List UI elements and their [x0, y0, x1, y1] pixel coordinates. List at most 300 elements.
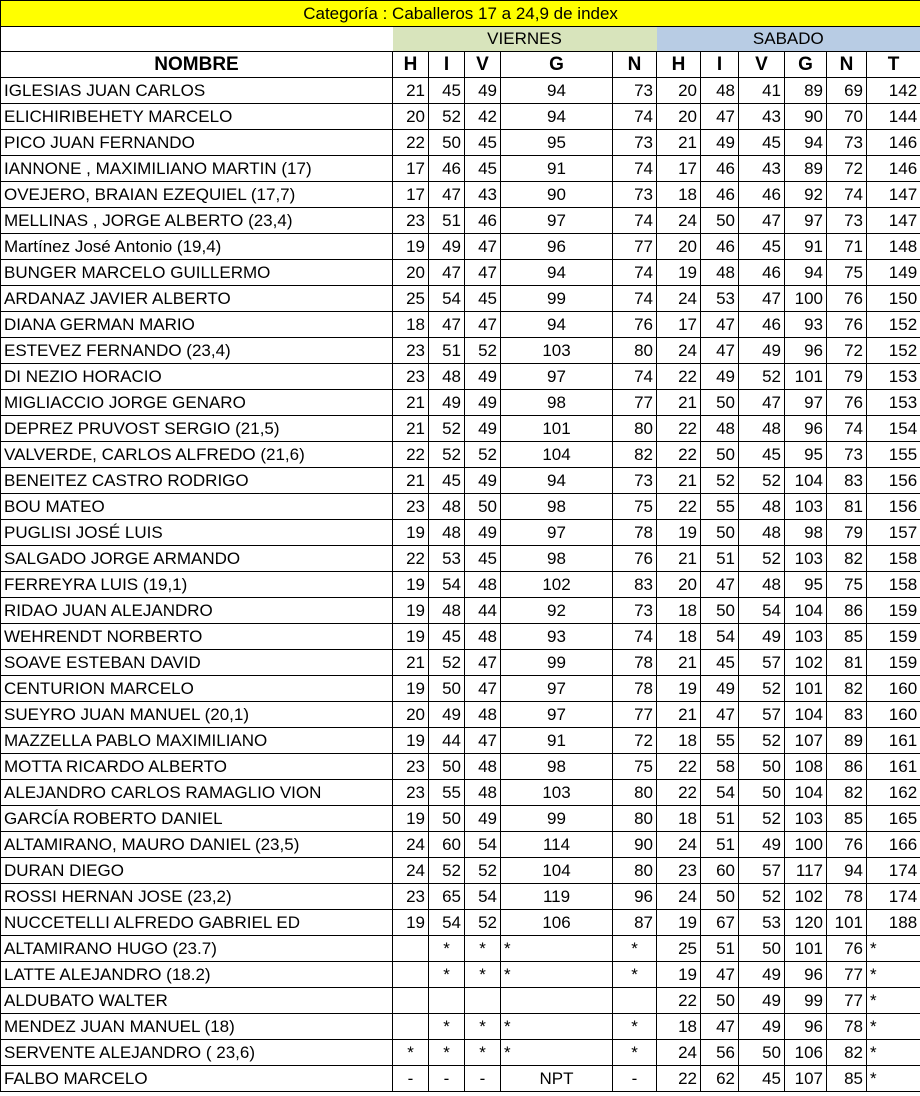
cell-i-sabado: 48: [701, 78, 739, 104]
player-name: VALVERDE, CARLOS ALFREDO (21,6): [1, 442, 393, 468]
cell-n-viernes: 78: [613, 520, 657, 546]
cell-v-sabado: 47: [739, 208, 785, 234]
cell-total: *: [867, 1066, 920, 1092]
cell-h-sabado: 22: [657, 494, 701, 520]
header-n-sabado: N: [827, 52, 867, 78]
cell-h-viernes: 23: [393, 364, 429, 390]
cell-v-viernes: 49: [465, 78, 501, 104]
cell-h-sabado: 20: [657, 234, 701, 260]
cell-total: 146: [867, 156, 920, 182]
cell-h-viernes: 21: [393, 78, 429, 104]
cell-total: 155: [867, 442, 920, 468]
cell-n-sabado: 72: [827, 338, 867, 364]
cell-g-viernes: 98: [501, 546, 613, 572]
cell-v-sabado: 52: [739, 364, 785, 390]
cell-h-sabado: 24: [657, 884, 701, 910]
cell-total: 161: [867, 754, 920, 780]
cell-h-sabado: 21: [657, 390, 701, 416]
cell-g-sabado: 104: [785, 780, 827, 806]
cell-v-viernes: 43: [465, 182, 501, 208]
cell-h-viernes: 23: [393, 884, 429, 910]
player-name: SOAVE ESTEBAN DAVID: [1, 650, 393, 676]
cell-h-viernes: 25: [393, 286, 429, 312]
cell-g-viernes: *: [501, 1014, 613, 1040]
table-row: [1, 1040, 920, 1066]
cell-total: 159: [867, 650, 920, 676]
cell-h-viernes: 24: [393, 858, 429, 884]
cell-v-sabado: 57: [739, 702, 785, 728]
cell-h-sabado: 18: [657, 806, 701, 832]
cell-v-sabado: 49: [739, 338, 785, 364]
cell-v-sabado: 49: [739, 624, 785, 650]
cell-i-viernes: 50: [429, 754, 465, 780]
cell-g-sabado: 89: [785, 78, 827, 104]
player-name: LATTE ALEJANDRO (18.2): [1, 962, 393, 988]
cell-v-sabado: 47: [739, 390, 785, 416]
cell-h-viernes: 22: [393, 442, 429, 468]
cell-h-sabado: 21: [657, 702, 701, 728]
cell-i-sabado: 50: [701, 988, 739, 1014]
cell-g-sabado: 120: [785, 910, 827, 936]
cell-g-viernes: 119: [501, 884, 613, 910]
cell-h-sabado: 19: [657, 910, 701, 936]
cell-g-viernes: 91: [501, 156, 613, 182]
cell-v-viernes: 47: [465, 650, 501, 676]
cell-v-viernes: 47: [465, 312, 501, 338]
cell-total: 165: [867, 806, 920, 832]
cell-g-sabado: 104: [785, 468, 827, 494]
cell-g-sabado: 96: [785, 338, 827, 364]
cell-n-viernes: 72: [613, 728, 657, 754]
cell-v-viernes: 49: [465, 468, 501, 494]
player-name: ELICHIRIBEHETY MARCELO: [1, 104, 393, 130]
cell-g-sabado: 93: [785, 312, 827, 338]
cell-h-sabado: 22: [657, 780, 701, 806]
table-row: [1, 936, 920, 962]
cell-h-viernes: 19: [393, 806, 429, 832]
table-row: [1, 702, 920, 728]
cell-n-viernes: 74: [613, 260, 657, 286]
cell-g-viernes: 91: [501, 728, 613, 754]
table-row: [1, 520, 920, 546]
cell-v-sabado: 57: [739, 858, 785, 884]
cell-v-viernes: 45: [465, 156, 501, 182]
cell-g-sabado: 94: [785, 130, 827, 156]
cell-n-sabado: 76: [827, 312, 867, 338]
cell-i-sabado: 48: [701, 416, 739, 442]
cell-g-viernes: 94: [501, 78, 613, 104]
table-row: [1, 494, 920, 520]
title-row: [1, 1, 920, 27]
cell-n-sabado: 82: [827, 546, 867, 572]
cell-g-sabado: 95: [785, 442, 827, 468]
cell-n-viernes: 73: [613, 598, 657, 624]
cell-i-viernes: 49: [429, 702, 465, 728]
table-row: [1, 754, 920, 780]
cell-g-viernes: *: [501, 962, 613, 988]
cell-v-sabado: 50: [739, 1040, 785, 1066]
cell-v-sabado: 43: [739, 156, 785, 182]
cell-h-sabado: 20: [657, 78, 701, 104]
cell-i-viernes: 49: [429, 390, 465, 416]
cell-g-sabado: 90: [785, 104, 827, 130]
table-row: [1, 806, 920, 832]
cell-total: 150: [867, 286, 920, 312]
cell-g-viernes: 97: [501, 676, 613, 702]
cell-h-viernes: 24: [393, 832, 429, 858]
cell-v-viernes: 46: [465, 208, 501, 234]
header-g-sabado: G: [785, 52, 827, 78]
cell-n-viernes: 80: [613, 806, 657, 832]
cell-h-sabado: 19: [657, 962, 701, 988]
cell-v-viernes: 48: [465, 572, 501, 598]
cell-n-sabado: 85: [827, 806, 867, 832]
cell-n-viernes: 90: [613, 832, 657, 858]
cell-i-viernes: 55: [429, 780, 465, 806]
cell-g-sabado: 107: [785, 728, 827, 754]
cell-total: 146: [867, 130, 920, 156]
cell-h-sabado: 21: [657, 650, 701, 676]
day-header-blank: [1, 27, 393, 52]
cell-g-sabado: 95: [785, 572, 827, 598]
table-row: [1, 442, 920, 468]
cell-g-viernes: 104: [501, 442, 613, 468]
cell-i-sabado: 47: [701, 962, 739, 988]
cell-total: *: [867, 1014, 920, 1040]
cell-total: 156: [867, 468, 920, 494]
cell-v-sabado: 53: [739, 910, 785, 936]
cell-h-sabado: 19: [657, 520, 701, 546]
cell-total: 159: [867, 598, 920, 624]
cell-total: 166: [867, 832, 920, 858]
cell-total: 152: [867, 338, 920, 364]
player-name: Martínez José Antonio (19,4): [1, 234, 393, 260]
cell-h-sabado: 22: [657, 442, 701, 468]
cell-h-sabado: 19: [657, 676, 701, 702]
cell-g-viernes: 98: [501, 390, 613, 416]
cell-h-viernes: 19: [393, 234, 429, 260]
cell-n-viernes: *: [613, 1040, 657, 1066]
cell-i-viernes: 46: [429, 156, 465, 182]
cell-v-viernes: 49: [465, 364, 501, 390]
table-row: [1, 338, 920, 364]
cell-g-viernes: 103: [501, 338, 613, 364]
cell-g-viernes: 97: [501, 364, 613, 390]
cell-h-sabado: 22: [657, 1066, 701, 1092]
cell-n-viernes: 73: [613, 78, 657, 104]
cell-v-sabado: 48: [739, 572, 785, 598]
cell-g-sabado: 108: [785, 754, 827, 780]
cell-g-viernes: 114: [501, 832, 613, 858]
table-row: [1, 182, 920, 208]
header-h-sabado: H: [657, 52, 701, 78]
cell-v-sabado: 49: [739, 1014, 785, 1040]
player-name: BOU MATEO: [1, 494, 393, 520]
cell-n-viernes: 75: [613, 754, 657, 780]
cell-i-sabado: 47: [701, 104, 739, 130]
table-row: [1, 234, 920, 260]
cell-g-sabado: 97: [785, 208, 827, 234]
cell-v-sabado: 52: [739, 884, 785, 910]
cell-v-viernes: 52: [465, 338, 501, 364]
cell-g-sabado: 101: [785, 936, 827, 962]
cell-n-sabado: 73: [827, 130, 867, 156]
cell-g-viernes: 98: [501, 494, 613, 520]
cell-i-sabado: 55: [701, 494, 739, 520]
cell-i-viernes: 52: [429, 858, 465, 884]
cell-i-viernes: 53: [429, 546, 465, 572]
cell-h-viernes: *: [393, 1040, 429, 1066]
cell-h-sabado: 24: [657, 1040, 701, 1066]
cell-n-viernes: 80: [613, 780, 657, 806]
table-row: [1, 78, 920, 104]
cell-v-viernes: *: [465, 962, 501, 988]
cell-h-viernes: 23: [393, 494, 429, 520]
cell-g-sabado: 94: [785, 260, 827, 286]
table-row: [1, 962, 920, 988]
player-name: FALBO MARCELO: [1, 1066, 393, 1092]
cell-n-sabado: 83: [827, 702, 867, 728]
header-nombre: NOMBRE: [1, 52, 393, 78]
cell-h-sabado: 18: [657, 624, 701, 650]
cell-total: *: [867, 1040, 920, 1066]
cell-g-viernes: 99: [501, 650, 613, 676]
cell-i-viernes: 52: [429, 416, 465, 442]
cell-v-sabado: 45: [739, 130, 785, 156]
cell-v-viernes: *: [465, 1040, 501, 1066]
cell-v-sabado: 50: [739, 754, 785, 780]
cell-v-viernes: 48: [465, 754, 501, 780]
table-row: [1, 208, 920, 234]
cell-i-sabado: 51: [701, 546, 739, 572]
cell-n-sabado: 82: [827, 676, 867, 702]
cell-n-viernes: *: [613, 1014, 657, 1040]
cell-total: 154: [867, 416, 920, 442]
cell-g-sabado: 107: [785, 1066, 827, 1092]
cell-g-viernes: NPT: [501, 1066, 613, 1092]
cell-g-viernes: 90: [501, 182, 613, 208]
cell-h-sabado: 23: [657, 858, 701, 884]
cell-total: 144: [867, 104, 920, 130]
cell-h-viernes: 19: [393, 910, 429, 936]
cell-n-viernes: 87: [613, 910, 657, 936]
cell-g-sabado: 99: [785, 988, 827, 1014]
cell-g-viernes: 101: [501, 416, 613, 442]
table-row: [1, 260, 920, 286]
cell-h-sabado: 24: [657, 286, 701, 312]
table-row: [1, 728, 920, 754]
cell-v-sabado: 54: [739, 598, 785, 624]
cell-h-sabado: 20: [657, 104, 701, 130]
cell-i-viernes: 52: [429, 104, 465, 130]
cell-v-viernes: 47: [465, 676, 501, 702]
cell-h-sabado: 22: [657, 754, 701, 780]
cell-v-viernes: 44: [465, 598, 501, 624]
cell-i-sabado: 51: [701, 832, 739, 858]
cell-h-viernes: 20: [393, 260, 429, 286]
player-name: GARCÍA ROBERTO DANIEL: [1, 806, 393, 832]
cell-n-sabado: 85: [827, 1066, 867, 1092]
cell-i-sabado: 49: [701, 676, 739, 702]
cell-v-sabado: 48: [739, 494, 785, 520]
cell-n-viernes: 76: [613, 312, 657, 338]
cell-h-viernes: 22: [393, 130, 429, 156]
cell-g-viernes: 99: [501, 286, 613, 312]
cell-g-viernes: 97: [501, 702, 613, 728]
cell-h-viernes: 22: [393, 546, 429, 572]
table-row: [1, 780, 920, 806]
cell-h-sabado: 25: [657, 936, 701, 962]
day-sabado: SABADO: [657, 27, 920, 52]
table-row: [1, 832, 920, 858]
table-row: [1, 364, 920, 390]
cell-n-sabado: 79: [827, 520, 867, 546]
cell-i-viernes: 48: [429, 598, 465, 624]
cell-g-viernes: 99: [501, 806, 613, 832]
cell-h-viernes: 17: [393, 182, 429, 208]
cell-i-sabado: 55: [701, 728, 739, 754]
cell-total: 142: [867, 78, 920, 104]
cell-h-viernes: 19: [393, 624, 429, 650]
cell-i-viernes: 51: [429, 208, 465, 234]
cell-h-viernes: 17: [393, 156, 429, 182]
player-name: PUGLISI JOSÉ LUIS: [1, 520, 393, 546]
cell-h-sabado: 22: [657, 416, 701, 442]
table-row: [1, 650, 920, 676]
cell-i-sabado: 51: [701, 806, 739, 832]
player-name: MENDEZ JUAN MANUEL (18): [1, 1014, 393, 1040]
player-name: ALDUBATO WALTER: [1, 988, 393, 1014]
category-title: Categoría : Caballeros 17 a 24,9 de index: [1, 1, 920, 27]
cell-h-viernes: 19: [393, 572, 429, 598]
cell-h-sabado: 21: [657, 130, 701, 156]
cell-n-sabado: 73: [827, 442, 867, 468]
player-name: ESTEVEZ FERNANDO (23,4): [1, 338, 393, 364]
column-header-row: [1, 52, 920, 78]
cell-v-viernes: 47: [465, 260, 501, 286]
cell-i-viernes: 50: [429, 806, 465, 832]
table-row: [1, 390, 920, 416]
cell-total: 174: [867, 884, 920, 910]
cell-h-viernes: 23: [393, 208, 429, 234]
cell-n-viernes: 80: [613, 858, 657, 884]
header-h-viernes: H: [393, 52, 429, 78]
cell-total: 152: [867, 312, 920, 338]
cell-h-sabado: 18: [657, 182, 701, 208]
cell-i-sabado: 47: [701, 312, 739, 338]
cell-n-sabado: 78: [827, 1014, 867, 1040]
cell-v-sabado: 52: [739, 728, 785, 754]
cell-g-viernes: 94: [501, 468, 613, 494]
cell-i-viernes: 60: [429, 832, 465, 858]
player-name: BENEITEZ CASTRO RODRIGO: [1, 468, 393, 494]
cell-h-viernes: 19: [393, 520, 429, 546]
cell-v-viernes: -: [465, 1066, 501, 1092]
cell-total: 160: [867, 702, 920, 728]
cell-i-viernes: -: [429, 1066, 465, 1092]
cell-n-viernes: 77: [613, 390, 657, 416]
cell-g-sabado: 102: [785, 884, 827, 910]
cell-h-sabado: 24: [657, 338, 701, 364]
cell-g-sabado: 91: [785, 234, 827, 260]
cell-n-sabado: 86: [827, 754, 867, 780]
cell-v-sabado: 43: [739, 104, 785, 130]
cell-v-viernes: 49: [465, 806, 501, 832]
cell-i-viernes: 45: [429, 468, 465, 494]
cell-h-sabado: 20: [657, 572, 701, 598]
cell-n-sabado: 76: [827, 832, 867, 858]
player-name: MAZZELLA PABLO MAXIMILIANO: [1, 728, 393, 754]
cell-v-sabado: 52: [739, 676, 785, 702]
cell-g-sabado: 96: [785, 1014, 827, 1040]
cell-i-sabado: 50: [701, 884, 739, 910]
cell-i-viernes: 47: [429, 312, 465, 338]
cell-g-viernes: 106: [501, 910, 613, 936]
cell-h-viernes: [393, 962, 429, 988]
cell-n-sabado: 77: [827, 962, 867, 988]
cell-n-viernes: 76: [613, 546, 657, 572]
cell-g-viernes: *: [501, 936, 613, 962]
cell-n-sabado: 86: [827, 598, 867, 624]
cell-n-viernes: 78: [613, 650, 657, 676]
cell-g-viernes: 97: [501, 520, 613, 546]
cell-v-viernes: 48: [465, 624, 501, 650]
cell-total: 157: [867, 520, 920, 546]
cell-v-viernes: 45: [465, 546, 501, 572]
cell-n-sabado: 81: [827, 494, 867, 520]
cell-v-sabado: 50: [739, 936, 785, 962]
cell-h-sabado: 17: [657, 156, 701, 182]
cell-n-viernes: *: [613, 962, 657, 988]
cell-total: *: [867, 988, 920, 1014]
player-name: ALTAMIRANO HUGO (23.7): [1, 936, 393, 962]
player-name: ALTAMIRANO, MAURO DANIEL (23,5): [1, 832, 393, 858]
cell-total: 156: [867, 494, 920, 520]
table-row: [1, 1066, 920, 1092]
player-name: MIGLIACCIO JORGE GENARO: [1, 390, 393, 416]
cell-n-sabado: 76: [827, 936, 867, 962]
cell-i-sabado: 60: [701, 858, 739, 884]
cell-h-viernes: 21: [393, 650, 429, 676]
cell-i-viernes: 45: [429, 78, 465, 104]
cell-n-sabado: 82: [827, 1040, 867, 1066]
cell-n-sabado: 79: [827, 364, 867, 390]
cell-total: 188: [867, 910, 920, 936]
cell-total: 153: [867, 390, 920, 416]
cell-n-viernes: 77: [613, 234, 657, 260]
cell-g-sabado: 96: [785, 962, 827, 988]
day-header-row: [1, 27, 920, 52]
cell-i-viernes: 48: [429, 520, 465, 546]
cell-n-sabado: 77: [827, 988, 867, 1014]
cell-v-sabado: 45: [739, 234, 785, 260]
cell-h-sabado: 24: [657, 832, 701, 858]
cell-g-sabado: 103: [785, 806, 827, 832]
cell-i-sabado: 49: [701, 130, 739, 156]
cell-i-sabado: 67: [701, 910, 739, 936]
cell-i-viernes: 54: [429, 910, 465, 936]
cell-g-viernes: 94: [501, 312, 613, 338]
cell-g-viernes: 104: [501, 858, 613, 884]
cell-i-viernes: *: [429, 1014, 465, 1040]
cell-n-viernes: 82: [613, 442, 657, 468]
cell-i-viernes: 65: [429, 884, 465, 910]
table-row: [1, 676, 920, 702]
cell-n-sabado: 76: [827, 286, 867, 312]
cell-i-viernes: 52: [429, 650, 465, 676]
cell-v-viernes: 48: [465, 702, 501, 728]
cell-n-sabado: 76: [827, 390, 867, 416]
